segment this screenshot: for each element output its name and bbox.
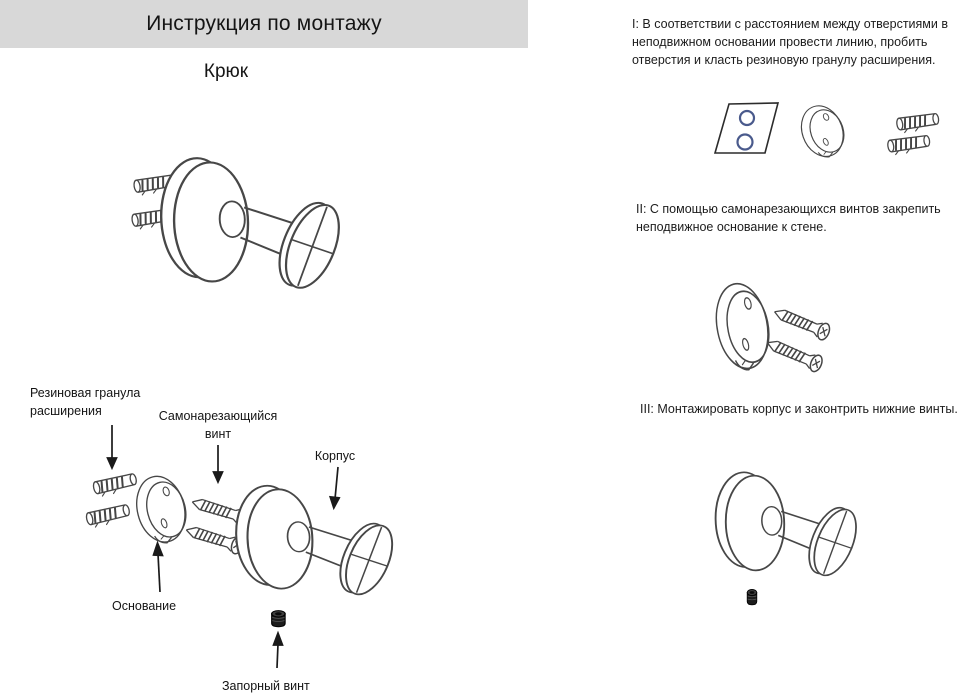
label-expansion-plug: Резиновая гранула расширения: [30, 386, 141, 418]
hook-body-icon: [703, 466, 868, 586]
step-3-drawing: [690, 460, 920, 620]
header-bar: [0, 0, 528, 48]
step-1-drawing: [700, 90, 960, 185]
step-2-text: II: С помощью самонарезающихся винтов закрепить неподвижное основание к стене.: [636, 202, 941, 234]
hook-body-icon: [223, 478, 406, 605]
label-body: Корпус: [314, 449, 356, 463]
assembled-hook-drawing: [110, 150, 362, 336]
hook-body-icon: [146, 150, 355, 301]
wall-plug-icon: [85, 504, 131, 529]
wall-plug-icon: [887, 135, 931, 156]
step-2-drawing: [700, 270, 910, 395]
step-1-text: I: В соответствии с расстоянием между отверстиями в неподвижном основании провести линию, пробить отверстия и класть резиновую гранулу расширения.: [632, 17, 948, 67]
label-set-screw: Запорный винт: [222, 679, 310, 693]
screw-icon: [771, 304, 831, 342]
wall-plug-icon: [896, 113, 940, 134]
page-title: Инструкция по монтажу: [146, 12, 382, 35]
screw-icon: [764, 335, 824, 374]
wall-plate-icon: [715, 103, 778, 153]
label-base: Основание: [112, 599, 177, 613]
set-screw-icon: [272, 611, 285, 627]
wall-plug-icon: [92, 473, 138, 498]
base-ring-icon: [709, 277, 776, 375]
step-3-text: III: Монтажировать корпус и законтрить нижние винты.: [640, 402, 958, 416]
base-ring-icon: [129, 470, 192, 548]
product-title: Крюк: [203, 61, 249, 82]
label-self-tapping-screw: Самонарезающийся винт: [158, 409, 278, 441]
base-ring-icon: [794, 99, 851, 163]
set-screw-icon: [747, 590, 757, 605]
